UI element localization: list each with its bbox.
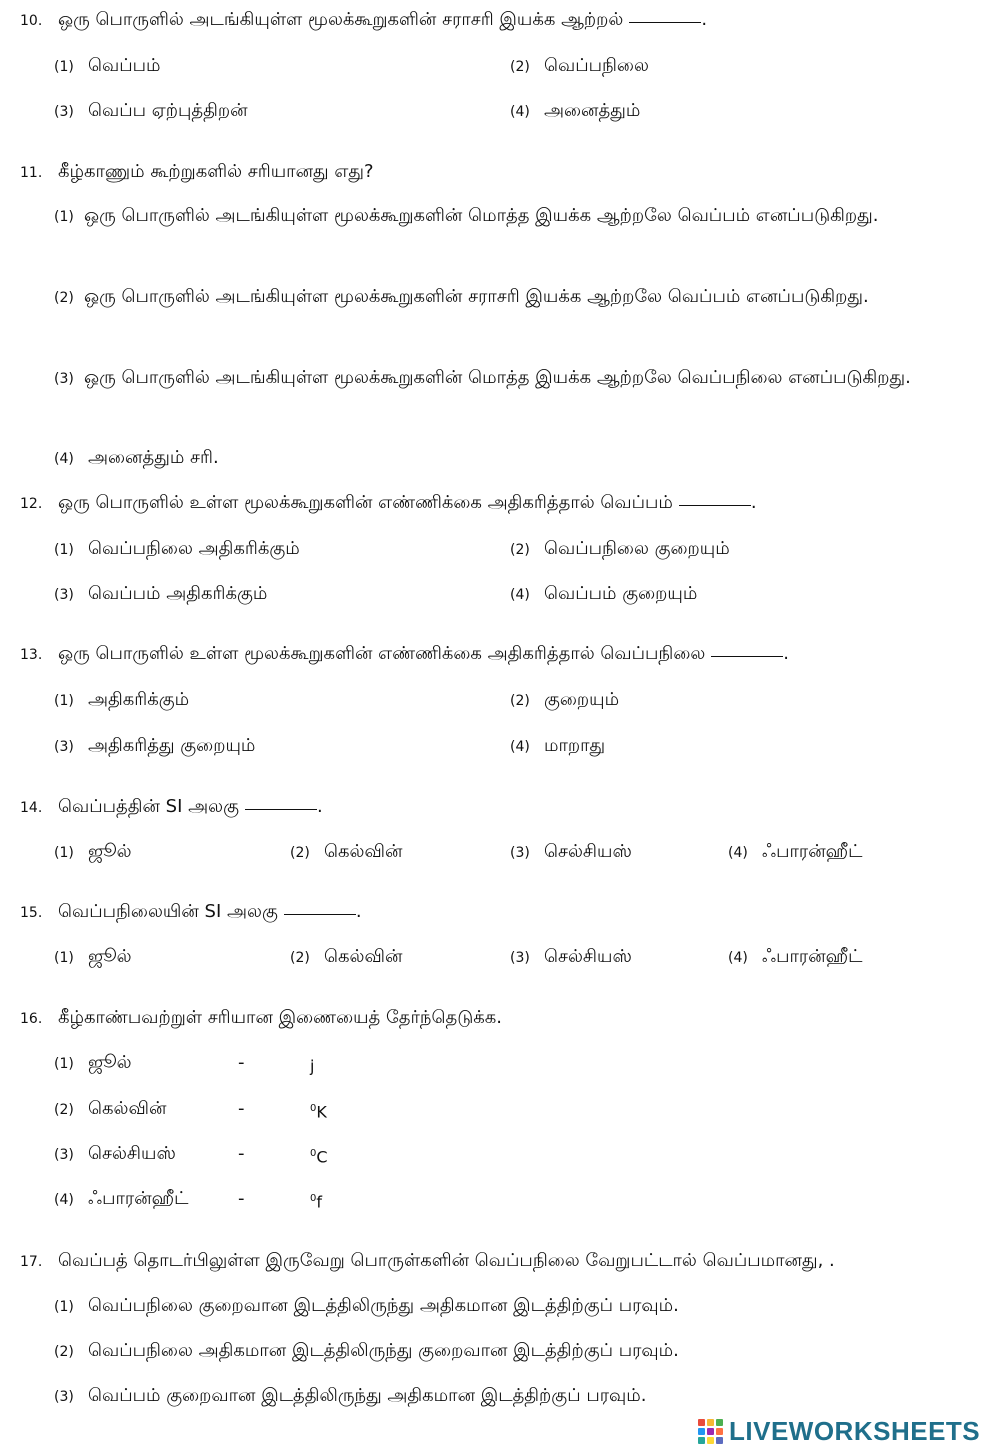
logo-square	[716, 1428, 723, 1435]
question-12: 12. ஒரு பொருளில் உள்ள மூலக்கூறுகளின் எண்ணிக்கை அதிகரித்தால் வெப்பம் .	[20, 491, 757, 516]
logo-square	[707, 1437, 714, 1444]
option-number: (1)	[54, 693, 74, 709]
option-text: வெப்பநிலை குறையும்	[544, 538, 730, 559]
question-16	[20, 1006, 502, 1031]
logo-grid-icon	[698, 1419, 723, 1444]
option-12-2[interactable]	[510, 537, 730, 562]
option-14-2[interactable]	[290, 840, 402, 865]
unit-symbol: $^0$f	[310, 1192, 323, 1212]
question-number: 10.	[20, 13, 43, 29]
option-text: செல்சியஸ்	[544, 841, 632, 862]
option-13-4[interactable]	[510, 734, 605, 759]
logo-square	[707, 1428, 714, 1435]
option-number: (2)	[54, 1344, 74, 1360]
logo-text: LIVEWORKSHEETS	[729, 1415, 981, 1446]
option-text: வெப்பம் குறையும்	[544, 583, 698, 604]
option-text: ஒரு பொருளில் அடங்கியுள்ள மூலக்கூறுகளின் மொத்த இயக்க ஆற்றலே வெப்பநிலை எனப்படுகிறது.	[84, 367, 911, 388]
option-text: ஜூல்	[88, 946, 132, 967]
option-number: (2)	[290, 845, 310, 861]
option-number: (3)	[510, 845, 530, 861]
option-13-2[interactable]	[510, 688, 619, 713]
option-text: வெப்பநிலை	[544, 55, 649, 76]
option-17-3[interactable]	[54, 1384, 646, 1409]
option-13-1[interactable]	[54, 688, 189, 713]
option-14-1[interactable]	[54, 840, 132, 865]
option-text: வெப்பம் அதிகரிக்கும்	[88, 583, 268, 604]
option-text: கெல்வின்	[324, 841, 403, 862]
option-number: (2)	[510, 59, 530, 75]
option-text: வெப்பநிலை அதிகமான இடத்திலிருந்து குறைவான இடத்திற்குப் பரவும்.	[88, 1340, 679, 1361]
question-text: ஒரு பொருளில் உள்ள மூலக்கூறுகளின் எண்ணிக்கை அதிகரித்தால் வெப்பநிலை	[58, 643, 706, 664]
option-11-1[interactable]	[54, 200, 934, 233]
unit-symbol: $^0$C	[310, 1147, 328, 1167]
option-10-4[interactable]	[510, 99, 640, 124]
option-15-4[interactable]	[728, 945, 862, 970]
option-number: (3)	[54, 587, 74, 603]
option-number: (1)	[54, 542, 74, 558]
option-text: ஃபாரன்ஹீட்	[762, 946, 863, 967]
option-17-2[interactable]	[54, 1339, 679, 1364]
question-11	[20, 160, 374, 185]
option-15-3[interactable]	[510, 945, 632, 970]
option-number: (3)	[54, 371, 74, 387]
option-number: (3)	[510, 950, 530, 966]
question-text: ஒரு பொருளில் உள்ள மூலக்கூறுகளின் எண்ணிக்கை அதிகரித்தால் வெப்பம்	[58, 492, 673, 513]
question-number: 14.	[20, 800, 43, 816]
option-number: (1)	[54, 950, 74, 966]
pair-separator: -	[238, 1188, 245, 1209]
answer-blank[interactable]	[245, 808, 317, 810]
liveworksheets-logo	[698, 1413, 980, 1449]
pair-separator: -	[238, 1098, 245, 1119]
option-12-1[interactable]	[54, 537, 300, 562]
option-11-4[interactable]	[54, 446, 219, 471]
option-number: (1)	[54, 1299, 74, 1315]
option-text: ஒரு பொருளில் அடங்கியுள்ள மூலக்கூறுகளின் மொத்த இயக்க ஆற்றலே வெப்பம் எனப்படுகிறது.	[84, 205, 879, 226]
option-number: (2)	[54, 290, 74, 306]
unit-symbol: $^0$K	[310, 1102, 327, 1122]
option-16-1[interactable]	[54, 1051, 315, 1076]
option-text: ஃபாரன்ஹீட்	[88, 1188, 189, 1209]
option-text: ஜூல்	[88, 1052, 132, 1073]
option-text: ஒரு பொருளில் அடங்கியுள்ள மூலக்கூறுகளின் சராசரி இயக்க ஆற்றலே வெப்பம் எனப்படுகிறது.	[84, 286, 869, 307]
option-number: (3)	[54, 104, 74, 120]
option-12-4[interactable]	[510, 582, 697, 607]
option-16-2[interactable]	[54, 1097, 327, 1122]
option-text: அதிகரித்து குறையும்	[88, 735, 256, 756]
option-number: (2)	[510, 542, 530, 558]
option-10-2[interactable]	[510, 54, 649, 79]
option-number: (3)	[54, 739, 74, 755]
option-number: (3)	[54, 1147, 74, 1163]
option-text: ஃபாரன்ஹீட்	[762, 841, 863, 862]
option-number: (4)	[54, 451, 74, 467]
option-text: வெப்பநிலை அதிகரிக்கும்	[88, 538, 300, 559]
option-text: வெப்பம் குறைவான இடத்திலிருந்து அதிகமான இடத்திற்குப் பரவும்.	[88, 1385, 647, 1406]
option-11-3[interactable]	[54, 362, 934, 395]
answer-blank[interactable]	[679, 504, 751, 506]
option-10-1[interactable]	[54, 54, 161, 79]
question-number: 15.	[20, 905, 43, 921]
question-text: வெப்பநிலையின் SI அலகு	[58, 901, 278, 922]
question-17	[20, 1249, 835, 1274]
option-text: அதிகரிக்கும்	[88, 689, 190, 710]
pair-separator: -	[238, 1052, 245, 1073]
option-14-3[interactable]	[510, 840, 632, 865]
option-number: (4)	[510, 587, 530, 603]
option-number: (1)	[54, 59, 74, 75]
option-17-1[interactable]	[54, 1294, 679, 1319]
logo-square	[698, 1419, 705, 1426]
option-text: கெல்வின்	[324, 946, 403, 967]
option-number: (1)	[54, 845, 74, 861]
option-number: (4)	[728, 845, 748, 861]
question-number: 12.	[20, 496, 43, 512]
logo-square	[716, 1437, 723, 1444]
option-number: (4)	[510, 104, 530, 120]
question-number: 13.	[20, 647, 43, 663]
option-text: கெல்வின்	[88, 1098, 167, 1119]
option-text: வெப்பநிலை குறைவான இடத்திலிருந்து அதிகமான இடத்திற்குப் பரவும்.	[88, 1295, 679, 1316]
pair-separator: -	[238, 1143, 245, 1164]
option-16-3[interactable]	[54, 1142, 328, 1167]
question-number: 11.	[20, 165, 43, 181]
question-text: கீழ்காணும் கூற்றுகளில் சரியானது எது?	[58, 161, 374, 182]
question-number: 17.	[20, 1254, 43, 1270]
logo-square	[707, 1419, 714, 1426]
answer-blank[interactable]	[629, 21, 701, 23]
option-13-3[interactable]	[54, 734, 255, 759]
option-number: (1)	[54, 1056, 74, 1072]
question-text: கீழ்காண்பவற்றுள் சரியான இணையைத் தேர்ந்தெடுக்க.	[58, 1007, 503, 1028]
option-text: குறையும்	[544, 689, 620, 710]
question-10: 10. ஒரு பொருளில் அடங்கியுள்ள மூலக்கூறுகளின் சராசரி இயக்க ஆற்றல் .	[20, 8, 707, 33]
option-number: (2)	[510, 693, 530, 709]
answer-blank[interactable]	[711, 655, 783, 657]
option-12-3[interactable]	[54, 582, 267, 607]
option-15-2[interactable]	[290, 945, 402, 970]
option-text: ஜூல்	[88, 841, 132, 862]
question-13: 13. ஒரு பொருளில் உள்ள மூலக்கூறுகளின் எண்ணிக்கை அதிகரித்தால் வெப்பநிலை .	[20, 642, 789, 667]
option-14-4[interactable]	[728, 840, 862, 865]
logo-square	[698, 1428, 705, 1435]
option-number: (4)	[728, 950, 748, 966]
question-text: வெப்பத்தின் SI அலகு	[58, 796, 239, 817]
option-text: அனைத்தும் சரி.	[88, 447, 219, 468]
option-number: (3)	[54, 1389, 74, 1405]
answer-blank[interactable]	[284, 913, 356, 915]
option-text: வெப்பம்	[88, 55, 161, 76]
option-11-2[interactable]	[54, 281, 934, 314]
option-number: (2)	[290, 950, 310, 966]
option-text: செல்சியஸ்	[544, 946, 632, 967]
option-number: (1)	[54, 209, 74, 225]
option-15-1[interactable]	[54, 945, 132, 970]
question-14: 14. வெப்பத்தின் SI அலகு .	[20, 795, 323, 820]
unit-symbol: j	[310, 1056, 315, 1076]
option-text: மாறாது	[544, 735, 606, 756]
option-number: (4)	[54, 1192, 74, 1208]
question-15: 15. வெப்பநிலையின் SI அலகு .	[20, 900, 362, 925]
option-text: அனைத்தும்	[544, 100, 641, 121]
option-16-4[interactable]	[54, 1187, 323, 1212]
question-text: ஒரு பொருளில் அடங்கியுள்ள மூலக்கூறுகளின் சராசரி இயக்க ஆற்றல்	[58, 9, 624, 30]
option-number: (4)	[510, 739, 530, 755]
logo-square	[698, 1437, 705, 1444]
question-text: வெப்பத் தொடர்பிலுள்ள இருவேறு பொருள்களின் வெப்பநிலை வேறுபட்டால் வெப்பமானது, .	[58, 1250, 835, 1271]
logo-square	[716, 1419, 723, 1426]
option-10-3[interactable]	[54, 99, 248, 124]
option-number: (2)	[54, 1102, 74, 1118]
option-text: செல்சியஸ்	[88, 1143, 176, 1164]
option-text: வெப்ப ஏற்புத்திறன்	[88, 100, 248, 121]
question-number: 16.	[20, 1011, 43, 1027]
